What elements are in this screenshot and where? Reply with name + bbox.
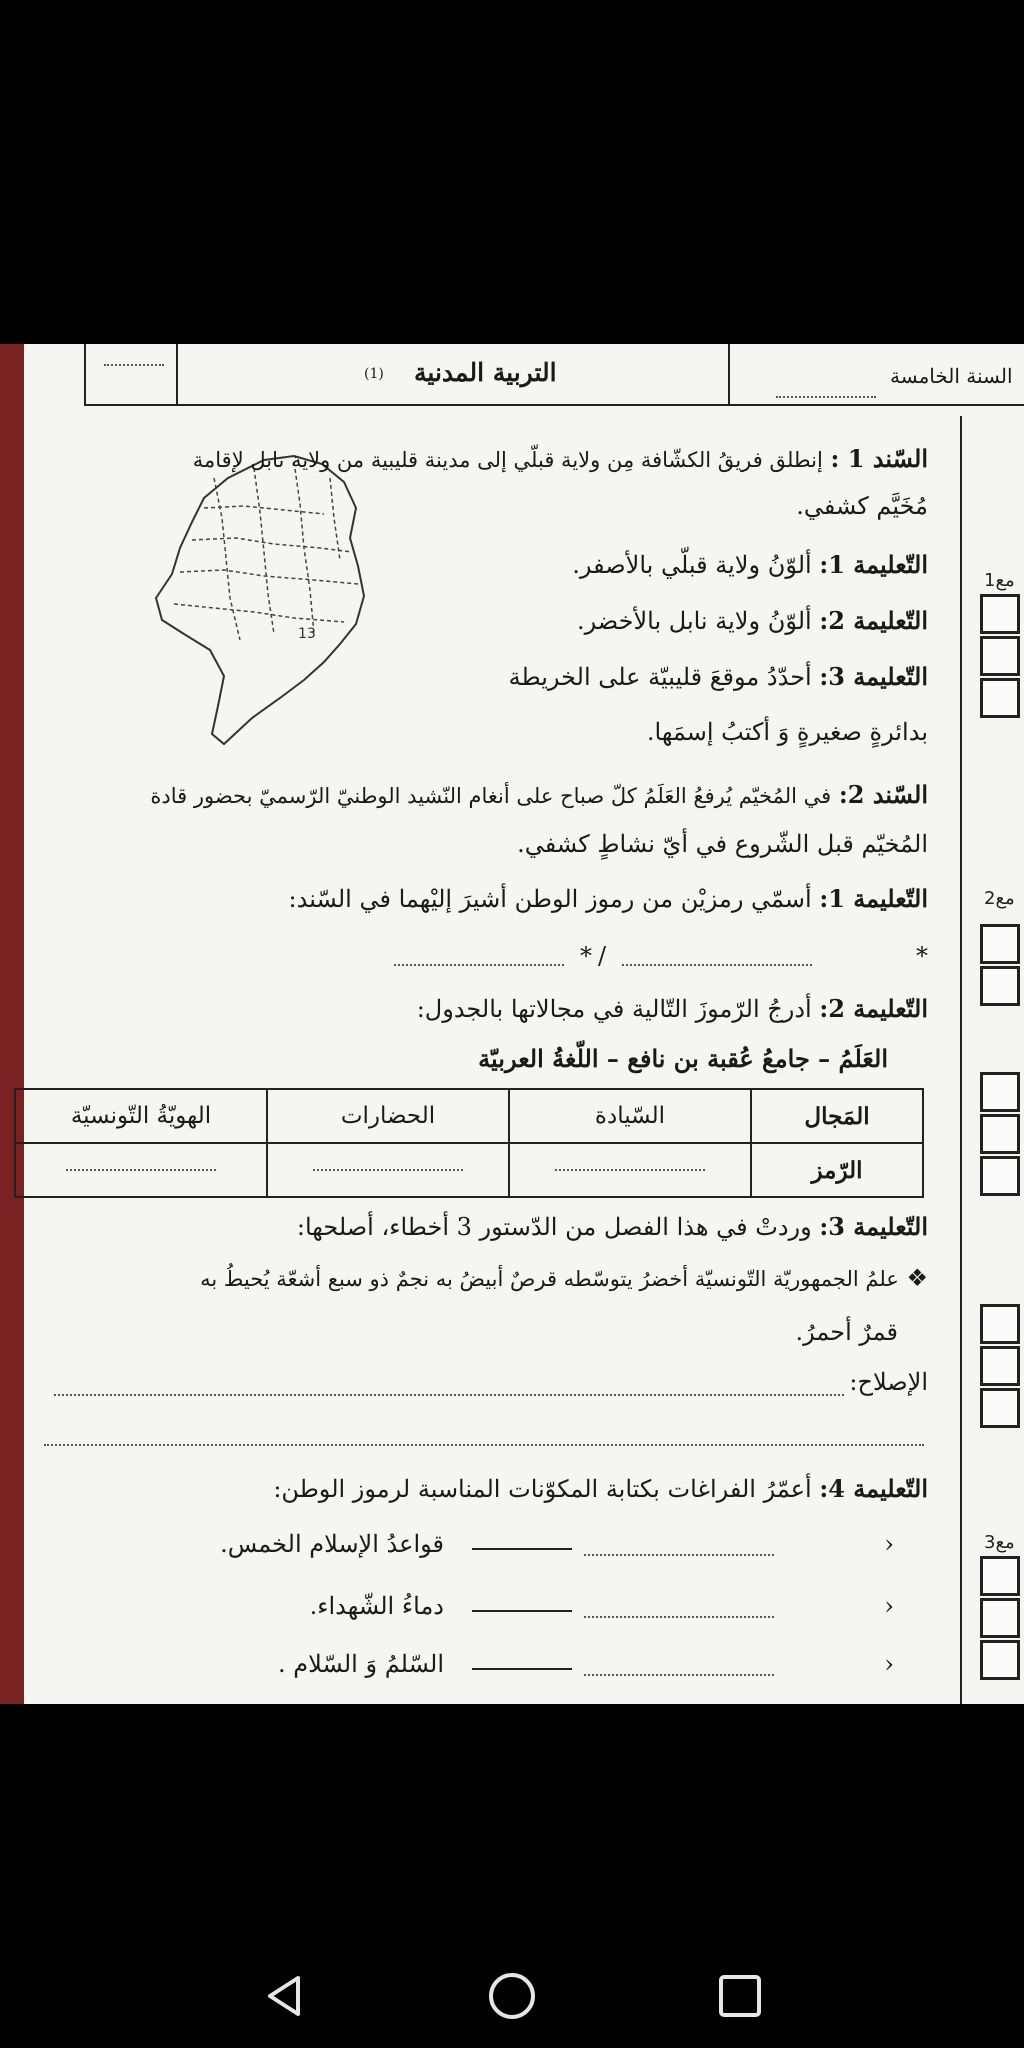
- criterion-box[interactable]: [980, 1556, 1020, 1596]
- doc2-task2-label: التّعليمة 2:: [819, 994, 928, 1023]
- answer-line[interactable]: [394, 964, 564, 966]
- doc1-task3: [509, 662, 928, 691]
- correction-line[interactable]: [54, 1394, 844, 1396]
- doc2-task1: [289, 884, 928, 913]
- doc2-task3-text: وردتْ في هذا الفصل من الدّستور 3 أخطاء، أصلحها:: [296, 1213, 812, 1241]
- criterion-box[interactable]: [980, 594, 1020, 634]
- doc2-task2: [417, 994, 928, 1023]
- criterion-box[interactable]: [980, 1156, 1020, 1196]
- criterion-box[interactable]: [980, 1114, 1020, 1154]
- criterion-box[interactable]: [980, 1598, 1020, 1638]
- doc1-task3-text: أحدّدُ موقعَ قليبيّة على الخريطة: [508, 663, 812, 691]
- home-circle-icon[interactable]: [486, 1970, 538, 2022]
- doc2-task1-text: أسمّي رمزيْن من رموز الوطن أشيرَ إليْهما في السّند:: [288, 885, 812, 913]
- fill-line[interactable]: [584, 1674, 774, 1676]
- table-header: الهويّةُ التّونسيّة: [15, 1089, 267, 1143]
- table-cell[interactable]: [509, 1143, 751, 1197]
- criterion-box[interactable]: [980, 1346, 1020, 1386]
- exam-sheet: [24, 344, 1024, 1704]
- header-level: السنة الخامسة: [890, 364, 1013, 388]
- table-row: [15, 1089, 923, 1143]
- criterion-label-2: مع2: [984, 888, 1015, 909]
- svg-text:13: 13: [298, 626, 316, 642]
- header-subject: التربية المدنية: [414, 358, 557, 387]
- fill-arrow-icon: ‹: [884, 1530, 894, 1558]
- back-triangle-icon[interactable]: [258, 1970, 310, 2022]
- constitution-text-1: علمُ الجمهوريّة التّونسيّة أخضرُ يتوسّطه قرصٌ أبيضُ به نجمٌ ذو سبع أشعّة يُحيطُ به: [200, 1267, 899, 1291]
- table-cell[interactable]: [267, 1143, 509, 1197]
- table-header: المَجال: [751, 1089, 923, 1143]
- table-row-label: الرّمز: [751, 1143, 923, 1197]
- correction-line[interactable]: [44, 1444, 924, 1446]
- criterion-box[interactable]: [980, 1304, 1020, 1344]
- header-divider: [728, 344, 730, 406]
- doc1-task1: [572, 550, 928, 579]
- fill-item-3: السّلمُ وَ السّلام .: [278, 1650, 444, 1678]
- symbols-list: العَلَمُ – جامعُ عُقبة بن نافع – اللّغةُ العربيّة: [478, 1044, 888, 1073]
- doc2-task2-text: أدرجُ الرّموزَ التّالية في مجالاتها بالجدول:: [416, 995, 812, 1023]
- doc2-task4-label: التّعليمة 4:: [819, 1474, 928, 1503]
- doc1-task1-label: التّعليمة 1:: [819, 550, 928, 579]
- answer-line[interactable]: [622, 964, 812, 966]
- fill-arrow-line: [472, 1610, 572, 1612]
- margin-rule: [960, 416, 962, 1704]
- fill-line[interactable]: [584, 1554, 774, 1556]
- fill-arrow-line: [472, 1668, 572, 1670]
- doc1-text-2: مُخَيَّم كشفي.: [796, 492, 928, 520]
- correction-label: الإصلاح:: [849, 1368, 928, 1396]
- fill-arrow-icon: ‹: [884, 1592, 894, 1620]
- doc1-line1: [193, 444, 928, 473]
- doc1-task3-cont: بدائرةٍ صغيرةٍ وَ أكتبُ إسمَها.: [646, 718, 928, 746]
- answer-star: *: [916, 942, 928, 970]
- doc1-text-1: إنطلق فريقُ الكشّافة مِن ولاية قبلّي إلى مدينة قليبية من ولاية نابل لإقامة: [192, 448, 823, 472]
- fill-arrow-line: [472, 1548, 572, 1550]
- doc1-task2-text: ألوّنُ ولاية نابل بالأخضر.: [576, 607, 812, 635]
- bullet-icon: ❖: [906, 1264, 928, 1292]
- doc2-line1: [150, 780, 928, 809]
- criterion-label-3: مع3: [984, 1532, 1015, 1553]
- constitution-text-2: قمرٌ أحمرُ.: [795, 1318, 898, 1346]
- doc1-task1-text: ألوّنُ ولاية قبلّي بالأصفر.: [572, 551, 812, 579]
- fill-item-2: دماءُ الشّهداء.: [309, 1592, 444, 1620]
- doc1-label: السّند 1 :: [830, 444, 928, 473]
- doc2-text-1: في المُخيّم يُرفعُ العَلَمُ كلّ صباح على أنغام النّشيد الوطنيّ الرّسميّ بحضور قادة: [150, 784, 832, 808]
- header-divider: [176, 344, 178, 406]
- doc2-text-2: المُخيّم قبل الشّروع في أيّ نشاطٍ كشفي.: [517, 830, 928, 858]
- criterion-box[interactable]: [980, 678, 1020, 718]
- criterion-box[interactable]: [980, 636, 1020, 676]
- fill-arrow-icon: ‹: [884, 1650, 894, 1678]
- criterion-box[interactable]: [980, 1388, 1020, 1428]
- header-subject-num: (1): [364, 366, 384, 382]
- table-edge: [0, 344, 24, 1704]
- doc2-task1-label: التّعليمة 1:: [819, 884, 928, 913]
- criterion-box[interactable]: [980, 966, 1020, 1006]
- doc2-task3: [297, 1212, 928, 1241]
- table-row: [15, 1143, 923, 1197]
- doc2-task3-label: التّعليمة 3:: [819, 1212, 928, 1241]
- recents-square-icon[interactable]: [714, 1970, 766, 2022]
- header-dots: [104, 364, 164, 366]
- doc1-task3-label: التّعليمة 3:: [819, 662, 928, 691]
- criterion-box[interactable]: [980, 924, 1020, 964]
- fill-item-1: قواعدُ الإسلام الخمس.: [220, 1530, 444, 1558]
- header-dots: [776, 396, 876, 398]
- tunisia-map[interactable]: [144, 448, 384, 758]
- constitution-line: [200, 1264, 928, 1292]
- table-cell[interactable]: [15, 1143, 267, 1197]
- criterion-box[interactable]: [980, 1072, 1020, 1112]
- symbols-table: [14, 1088, 924, 1198]
- doc1-task2: [577, 606, 928, 635]
- navigation-bar: [0, 1944, 1024, 2048]
- exam-paper: [0, 344, 1024, 1704]
- doc1-task2-label: التّعليمة 2:: [819, 606, 928, 635]
- answer-star: *: [580, 942, 592, 970]
- doc2-task4: [273, 1474, 928, 1503]
- doc2-task4-text: أعمّرُ الفراغات بكتابة المكوّنات المناسبة لرموز الوطن:: [273, 1475, 812, 1503]
- fill-line[interactable]: [584, 1616, 774, 1618]
- table-header: السّيادة: [509, 1089, 751, 1143]
- criterion-label-1: مع1: [984, 570, 1015, 591]
- doc2-label: السّند 2:: [838, 780, 928, 809]
- criterion-box[interactable]: [980, 1640, 1020, 1680]
- answer-slash: /: [598, 942, 607, 970]
- table-header: الحضارات: [267, 1089, 509, 1143]
